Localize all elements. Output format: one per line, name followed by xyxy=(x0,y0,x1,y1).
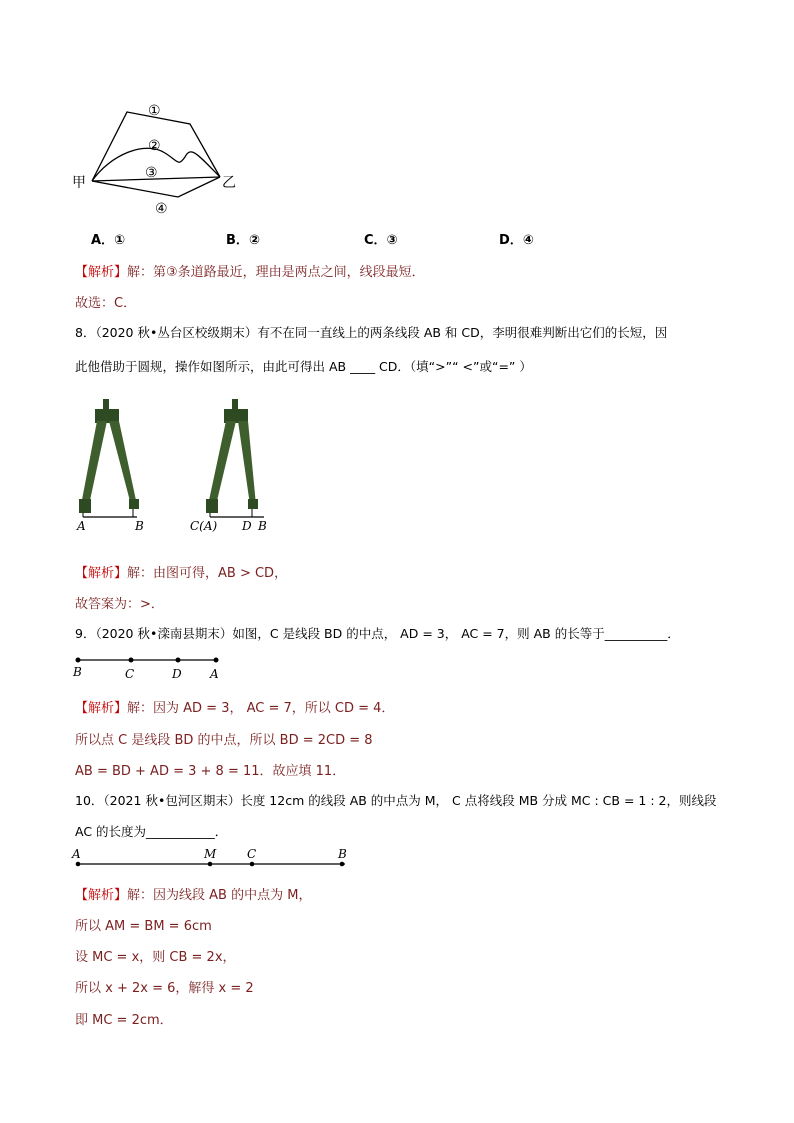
point-a: A xyxy=(210,667,219,680)
label-b: B xyxy=(135,519,144,533)
q10-segment-figure xyxy=(70,846,355,872)
compass-figure-right xyxy=(188,395,278,535)
q9-analysis xyxy=(75,697,394,716)
circle-num-2: ② xyxy=(148,138,161,154)
q10-line2: AC 的长度为___________． xyxy=(75,824,228,839)
point-c: C xyxy=(125,667,135,680)
q10-sol5: 即 MC = 2cm． xyxy=(75,1013,173,1028)
option-a: A．① xyxy=(91,233,126,248)
q9-segment-figure xyxy=(70,652,230,680)
option-d: D．④ xyxy=(499,233,534,248)
q10-sol3: 设 MC = x，则 CB = 2x， xyxy=(75,950,236,965)
label-jia: 甲 xyxy=(72,175,86,191)
analysis-tag: 【解析】 xyxy=(75,566,128,581)
q10-sol4: 所以 x + 2x = 6，解得 x = 2 xyxy=(75,981,254,996)
q9-sol2: 所以点 C 是线段 BD 的中点，所以 BD = 2CD = 8 xyxy=(75,733,373,748)
q8-answer: 故答案为：>． xyxy=(75,597,164,612)
analysis-tag: 【解析】 xyxy=(75,265,128,280)
label-b2: B xyxy=(258,519,267,533)
q7-answer: 故选：C． xyxy=(75,296,137,311)
analysis-tag: 【解析】 xyxy=(75,701,128,716)
circle-num-4: ④ xyxy=(155,201,168,217)
point-a: A xyxy=(72,847,81,861)
label-d: D xyxy=(242,519,252,533)
analysis-text: 解：因为 AD = 3， AC = 7，所以 CD = 4． xyxy=(127,701,395,716)
q10-analysis xyxy=(75,884,311,903)
q10-sol2: 所以 AM = BM = 6cm xyxy=(75,919,212,934)
q7-analysis xyxy=(75,261,425,280)
q8-line1: 8．（2020 秋•丛台区校级期末）有不在同一直线上的两条线段 AB 和 CD，李明很难判断出它们的长短，因 xyxy=(75,325,668,340)
q7-road-figure xyxy=(70,95,250,220)
option-c: C．③ xyxy=(364,233,398,248)
q10-line1: 10．（2021 秋•包河区期末）长度 12cm 的线段 AB 的中点为 M， C 点将线段 MB 分成 MC : CB = 1 : 2，则线段 xyxy=(75,793,717,808)
q8-analysis xyxy=(75,562,287,581)
circle-num-3: ③ xyxy=(145,165,158,181)
point-b: B xyxy=(73,665,82,679)
point-c: C xyxy=(247,847,257,861)
q8-line2: 此他借助于圆规，操作如图所示，由此可得出 AB ____ CD．（填“>”“ <”或“=” ） xyxy=(75,359,532,374)
q9-line1: 9．（2020 秋•滦南县期末）如图，C 是线段 BD 的中点， AD = 3， AC = 7，则 AB 的长等于__________． xyxy=(75,626,680,641)
analysis-text: 解：第③条道路最近，理由是两点之间，线段最短． xyxy=(127,265,425,280)
circle-num-1: ① xyxy=(148,103,161,119)
point-m: M xyxy=(204,847,217,861)
label-ca: C(A) xyxy=(190,519,218,533)
q9-sol3: AB = BD + AD = 3 + 8 = 11．故应填 11． xyxy=(75,764,346,779)
analysis-text: 解：由图可得，AB > CD， xyxy=(127,566,288,581)
compass-figure-left xyxy=(75,395,165,535)
analysis-tag: 【解析】 xyxy=(75,888,128,903)
point-b: B xyxy=(338,847,347,861)
point-d: D xyxy=(172,667,182,680)
label-yi: 乙 xyxy=(222,175,236,191)
analysis-text: 解：因为线段 AB 的中点为 M， xyxy=(127,888,312,903)
option-b: B．② xyxy=(226,233,260,248)
label-a: A xyxy=(77,519,86,533)
